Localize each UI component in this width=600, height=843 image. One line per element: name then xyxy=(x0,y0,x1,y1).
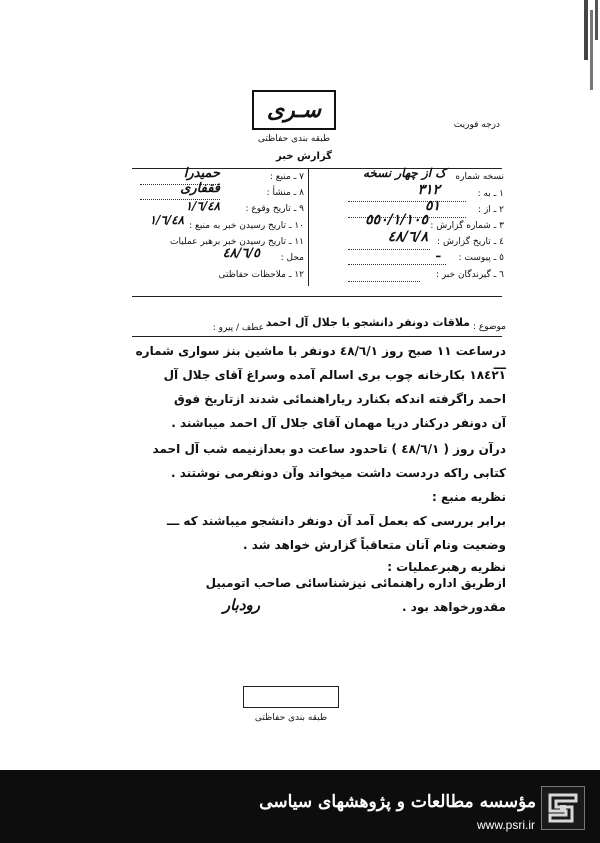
field-label: ١١ ـ تاريخ رسيدن خبر برهبر عمليات xyxy=(170,237,304,247)
field-value: حمیدرا فقفاری xyxy=(180,166,220,196)
body-line: آن دونفر دركنار دريا مهمان آقاى جلال آل احمد ميباشند . xyxy=(171,416,506,430)
column-divider xyxy=(308,168,309,286)
institute-url[interactable]: www.psri.ir xyxy=(476,818,535,832)
field-label: محل : xyxy=(280,253,304,263)
body-line: احمد راگرفته اندكه بكنارد رياراهنمائى شدند ازتاريخ فوق xyxy=(174,392,506,406)
field-label: ٢ ـ از : xyxy=(478,205,504,215)
body-line: ١٨٤٢١ بكارخانه چوب برى اسالم آمده وسراغ آقاى جلال آل xyxy=(163,368,506,382)
bottom-classification-box xyxy=(243,686,339,708)
field-label: ٦ ـ گيرندگان خبر : xyxy=(435,270,504,280)
subject-label: موضوع : xyxy=(472,322,506,332)
field-value: ١/٦/٤٨ xyxy=(185,199,220,213)
subject-rule xyxy=(132,336,502,337)
field-value: ٥٥٠/١/١٠٥ xyxy=(365,212,428,228)
footer-banner xyxy=(0,770,600,843)
leader-opinion-line: ازطريق اداره راهنمائى نيزشناسائى صاحب اتومبيل xyxy=(205,576,506,590)
leader-opinion-line: مقدورخواهد بود . xyxy=(401,600,506,614)
field-value: ٥١ xyxy=(424,198,440,214)
leader-opinion-label: نظريه رهبرعمليات : xyxy=(387,560,506,574)
institute-name: مؤسسه مطالعات و پژوهشهاى سياسى xyxy=(259,792,536,812)
classification-stamp xyxy=(252,90,336,130)
body-line: كتابى راكه دردست داشت ميخواند وآن دونفرمى نوشتند . xyxy=(170,466,506,480)
field-value: ٣١٢ xyxy=(417,182,440,198)
field-line xyxy=(140,184,220,185)
field-label: ٥ ـ پيوست : xyxy=(458,253,504,263)
reference-label: عطف / پيرو : xyxy=(212,323,264,333)
urgency-label: درجه فوريت xyxy=(453,120,500,130)
field-line xyxy=(348,264,446,265)
field-label: ٩ ـ تاريخ وقوع : xyxy=(245,204,304,214)
field-value: ٤٨/٦/٨ xyxy=(387,229,428,245)
classification-label: طبقه بندى حفاظتى xyxy=(257,134,331,144)
classification-text: سـرى xyxy=(266,97,322,123)
field-line xyxy=(348,281,420,282)
field-label: ٧ ـ منبع : xyxy=(269,172,304,182)
signature: رودبار xyxy=(222,596,260,614)
bottom-classification-label: طبقه بندى حفاظتى xyxy=(254,713,328,723)
field-value: ٤٨/٦/٥ xyxy=(222,246,260,261)
institute-logo-icon xyxy=(541,786,585,830)
report-title: گزارش خبر xyxy=(275,151,332,162)
field-label: نسخه شماره xyxy=(455,172,504,182)
field-label: ٣ ـ شماره گزارش : xyxy=(430,221,504,231)
field-label: ١ ـ به : xyxy=(477,189,504,199)
field-label: ٨ ـ منشأ : xyxy=(266,188,304,198)
source-opinion-line: برابر بررسى كه بعمل آمد آن دونفر دانشجو ميباشند كه ـــ xyxy=(166,514,506,528)
source-opinion-line: وضعيت ونام آنان متعاقباً گزارش خواهد شد . xyxy=(242,538,506,552)
field-label: ١٠ ـ تاريخ رسيدن خبر به منبع : xyxy=(189,221,304,231)
field-value: ک از چهار نسخه xyxy=(362,166,446,180)
header-bottom-rule xyxy=(132,296,502,297)
subject-value: ملاقات دونفر دانشجو با جلال آل احمد xyxy=(265,316,470,329)
field-value: ١/٦/٤٨ xyxy=(149,213,184,227)
scan-edge-artifact xyxy=(578,0,600,100)
body-line: درساعت ١١ صبح روز ٤٨/٦/١ دونفر با ماشين بنز سوارى شماره ـــ xyxy=(135,344,506,372)
body-line: درآن روز ( ٤٨/٦/١ ) تاحدود ساعت دو بعدازنيمه شب آل احمد xyxy=(152,442,506,456)
field-label: ١٢ ـ ملاحظات حفاظتى xyxy=(218,270,304,280)
field-label: ٤ ـ تاريخ گزارش : xyxy=(437,237,504,247)
source-opinion-label: نظريه منبع : xyxy=(431,490,506,504)
field-value: ـ xyxy=(436,246,440,261)
